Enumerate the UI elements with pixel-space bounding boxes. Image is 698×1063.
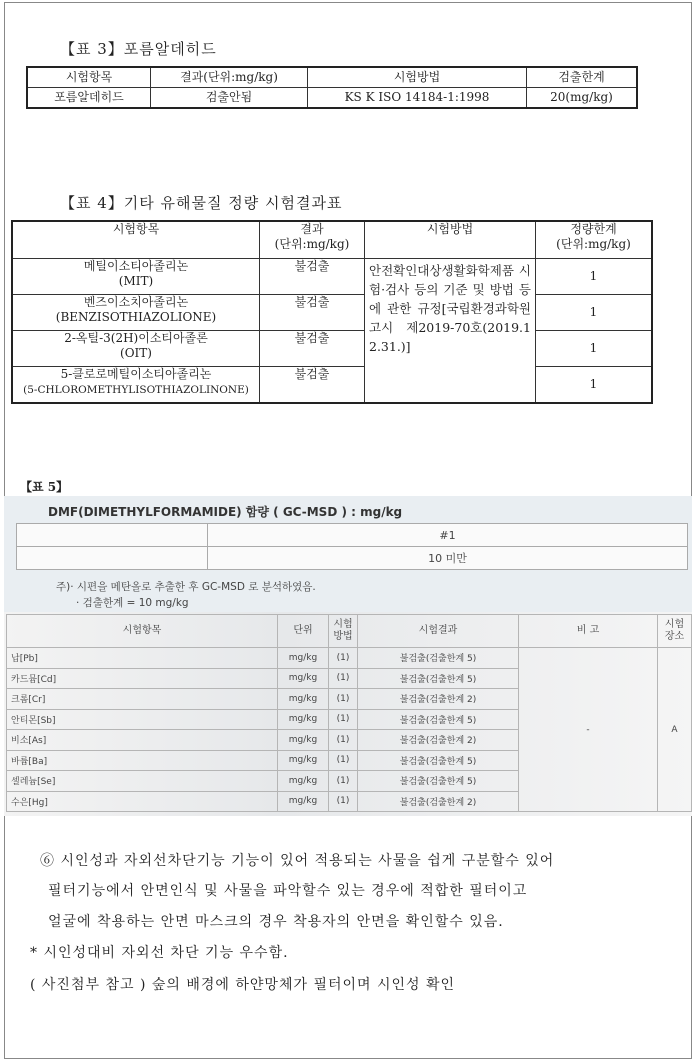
table3-header: 시험항목 <box>27 67 151 88</box>
metals-method: (1) <box>329 791 358 812</box>
table3-title: 【표 3】포름알데히드 <box>60 40 217 58</box>
metals-unit: mg/kg <box>278 791 329 812</box>
metals-unit: mg/kg <box>278 668 329 689</box>
table4-limit: 1 <box>536 367 653 404</box>
dmf-value: 10 미만 <box>208 547 688 570</box>
table3 <box>26 66 638 109</box>
table4-item: 벤즈이소치아졸리논 (BENZISOTHIAZOLIONE) <box>12 295 260 331</box>
table3-cell: 포름알데히드 <box>27 88 151 109</box>
dmf-note-1: 주)· 시편을 메탄올로 추출한 후 GC-MSD 로 분석하였음. <box>56 581 316 593</box>
table3-cell: 검출안됨 <box>151 88 308 109</box>
metals-result: 불검출(검출한계 5) <box>358 648 519 669</box>
metals-header: 시험 방법 <box>329 615 358 648</box>
table5-label: 【표 5】 <box>20 480 69 494</box>
text-line-5: ( 사진첨부 참고 ) 숲의 배경에 하얀망체가 필터이며 시인성 확인 <box>30 977 456 993</box>
metals-unit: mg/kg <box>278 689 329 710</box>
table4-result: 불검출 <box>260 295 365 331</box>
metals-item: 크롬[Cr] <box>7 689 278 710</box>
table4-result: 불검출 <box>260 331 365 367</box>
metals-unit: mg/kg <box>278 730 329 751</box>
metals-method: (1) <box>329 648 358 669</box>
metals-unit: mg/kg <box>278 771 329 792</box>
metals-header: 시험항목 <box>7 615 278 648</box>
dmf-blank-cell <box>17 547 208 570</box>
metals-item: 수은[Hg] <box>7 791 278 812</box>
metals-table <box>6 614 692 812</box>
metals-header: 시험결과 <box>358 615 519 648</box>
text-line-1: ⑥ 시인성과 자외선차단기능 기능이 있어 적용되는 사물을 쉽게 구분할수 있어 <box>40 853 555 869</box>
metals-header: 비 고 <box>519 615 658 648</box>
table4-item: 5-클로로메틸이소티아졸리논 (5-CHLOROMETHYLISOTHIAZOLINONE) <box>12 367 260 404</box>
table4-header: 결과 (단위:mg/kg) <box>260 221 365 259</box>
table4-method: 안전확인대상생활화학제품 시험·검사 등의 기준 및 방법 등에 관한 규정[국립환경과학원 고시 제2019-70호(2019.12.31.)] <box>365 259 536 404</box>
table4-header: 정량한계 (단위:mg/kg) <box>536 221 653 259</box>
table3-header: 결과(단위:mg/kg) <box>151 67 308 88</box>
metals-result: 불검출(검출한계 5) <box>358 709 519 730</box>
table4 <box>11 220 653 404</box>
metals-item: 셀레늄[Se] <box>7 771 278 792</box>
text-line-2: 필터기능에서 안면인식 및 사물을 파악할수 있는 경우에 적합한 필터이고 <box>48 883 528 899</box>
table4-limit: 1 <box>536 259 653 295</box>
metals-item: 납[Pb] <box>7 648 278 669</box>
metals-header: 시험 장소 <box>658 615 692 648</box>
metals-method: (1) <box>329 771 358 792</box>
dmf-table <box>16 523 688 570</box>
table4-limit: 1 <box>536 331 653 367</box>
metals-header: 단위 <box>278 615 329 648</box>
table4-item: 메틸이소티아졸리논 (MIT) <box>12 259 260 295</box>
table4-result: 불검출 <box>260 259 365 295</box>
text-line-3: 얼굴에 착용하는 안면 마스크의 경우 착용자의 안면을 확인할수 있음. <box>48 914 504 930</box>
metals-result: 불검출(검출한계 2) <box>358 791 519 812</box>
metals-item: 비소[As] <box>7 730 278 751</box>
table4-limit: 1 <box>536 295 653 331</box>
table4-title: 【표 4】기타 유해물질 정량 시험결과표 <box>60 194 343 212</box>
metals-place: A <box>658 648 692 812</box>
dmf-blank-cell <box>17 524 208 547</box>
metals-remark: - <box>519 648 658 812</box>
table4-header: 시험방법 <box>365 221 536 259</box>
metals-result: 불검출(검출한계 2) <box>358 730 519 751</box>
table3-header: 시험방법 <box>308 67 527 88</box>
table3-cell: KS K ISO 14184-1:1998 <box>308 88 527 109</box>
metals-unit: mg/kg <box>278 750 329 771</box>
table4-item: 2-옥틸-3(2H)이소티아졸론 (OIT) <box>12 331 260 367</box>
metals-method: (1) <box>329 730 358 751</box>
table3-header: 검출한계 <box>527 67 638 88</box>
table4-result: 불검출 <box>260 367 365 404</box>
metals-item: 안티몬[Sb] <box>7 709 278 730</box>
dmf-title: DMF(DIMETHYLFORMAMIDE) 함량 ( GC-MSD ) : mg/kg <box>48 505 403 519</box>
metals-result: 불검출(검출한계 2) <box>358 689 519 710</box>
metals-unit: mg/kg <box>278 648 329 669</box>
metals-unit: mg/kg <box>278 709 329 730</box>
metals-method: (1) <box>329 709 358 730</box>
metals-result: 불검출(검출한계 5) <box>358 750 519 771</box>
metals-method: (1) <box>329 689 358 710</box>
metals-result: 불검출(검출한계 5) <box>358 668 519 689</box>
table3-cell: 20(mg/kg) <box>527 88 638 109</box>
metals-method: (1) <box>329 750 358 771</box>
metals-item: 카드뮴[Cd] <box>7 668 278 689</box>
dmf-note-2: · 검출한계 = 10 mg/kg <box>76 597 189 609</box>
dmf-sample: #1 <box>208 524 688 547</box>
metals-method: (1) <box>329 668 358 689</box>
metals-result: 불검출(검출한계 5) <box>358 771 519 792</box>
metals-item: 바륨[Ba] <box>7 750 278 771</box>
text-line-4: * 시인성대비 자외선 차단 기능 우수함. <box>30 945 289 961</box>
table4-header: 시험항목 <box>12 221 260 259</box>
